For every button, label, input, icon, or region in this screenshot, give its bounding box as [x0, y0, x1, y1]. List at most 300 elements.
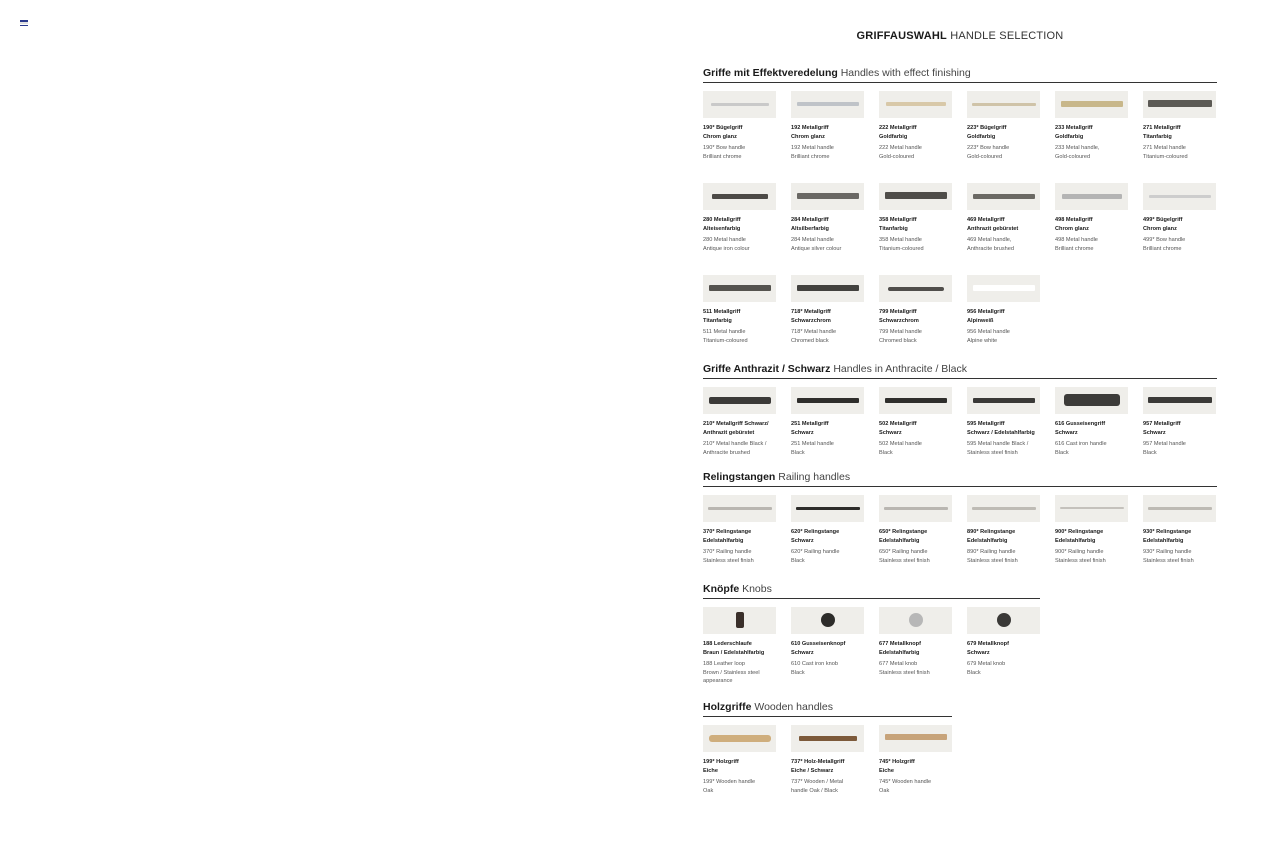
product-code-de: 620* Relingstange: [791, 529, 840, 535]
product-name-en: 192 Metal handle: [791, 145, 834, 151]
product-finish-en: Titanium-coloured: [1143, 153, 1188, 160]
section-title-en: Wooden handles: [754, 701, 833, 713]
product-caption-en: [1055, 144, 1128, 161]
product-caption-de: [879, 528, 952, 545]
handle-image: [884, 507, 948, 510]
handle-image: [972, 103, 1036, 106]
product-finish-en: Brilliant chrome: [791, 153, 830, 160]
product-code-de: 745* Holzgriff: [879, 759, 915, 765]
product-finish-en: Oak: [703, 787, 714, 794]
product-name-en: 358 Metal handle: [879, 237, 922, 243]
product-code-de: 718* Metallgriff: [791, 309, 831, 315]
product-name-en: 190* Bow handle: [703, 145, 746, 151]
product-finish-de: Eiche: [879, 767, 894, 774]
product-finish-de: Schwarzchrom: [791, 317, 831, 324]
product-name-en: 745* Wooden handle: [879, 779, 932, 785]
product-item[interactable]: [791, 183, 864, 269]
handle-image: [1064, 394, 1120, 406]
product-item[interactable]: [703, 91, 776, 177]
handle-image: [997, 613, 1011, 627]
product-item[interactable]: [1143, 387, 1216, 473]
product-caption-en: [791, 440, 864, 457]
section-title-en: Knobs: [742, 583, 772, 595]
product-name-en: 620* Railing handle: [791, 549, 840, 555]
product-caption-de: [967, 640, 1040, 657]
product-name-en: 610 Cast iron knob: [791, 661, 838, 667]
product-thumbnail[interactable]: [879, 91, 952, 118]
product-item[interactable]: [703, 183, 776, 269]
product-caption-en: [879, 548, 952, 565]
product-caption-en: [967, 236, 1040, 253]
product-name-en: 210* Metal handle Black /: [703, 441, 767, 447]
product-finish-en: Stainless steel finish: [967, 449, 1018, 456]
catalog-page: [703, 30, 1217, 811]
product-item[interactable]: [703, 725, 776, 811]
product-finish-en: Brilliant chrome: [1055, 245, 1094, 252]
section-title-de: Holzgriffe: [703, 701, 752, 713]
product-finish-de: Titanfarbig: [703, 317, 732, 324]
product-finish-de: Alteisenfarbig: [703, 225, 741, 232]
product-item[interactable]: [967, 183, 1040, 269]
handle-image: [1148, 507, 1212, 510]
handle-image: [797, 193, 859, 199]
product-item[interactable]: [1055, 495, 1128, 581]
product-thumbnail[interactable]: [1143, 183, 1216, 210]
product-thumbnail[interactable]: [967, 91, 1040, 118]
product-thumbnail[interactable]: [703, 387, 776, 414]
product-caption-de: [967, 216, 1040, 233]
product-caption-de: [967, 308, 1040, 325]
product-finish-de: Braun / Edelstahlfarbig: [703, 649, 765, 656]
product-item[interactable]: [1143, 183, 1216, 269]
product-caption-de: [703, 528, 776, 545]
product-thumbnail[interactable]: [703, 495, 776, 522]
product-caption-en: [1143, 236, 1216, 253]
product-caption-en: [879, 236, 952, 253]
section: [703, 583, 1217, 693]
product-item[interactable]: [703, 275, 776, 361]
product-finish-en: Gold-coloured: [1055, 153, 1091, 160]
product-name-en: 957 Metal handle: [1143, 441, 1186, 447]
product-finish-en: Titanium-coloured: [879, 245, 924, 252]
product-caption-en: [703, 328, 776, 345]
product-caption-de: [879, 758, 952, 775]
product-name-en: 498 Metal handle: [1055, 237, 1098, 243]
product-caption-en: [879, 440, 952, 457]
product-finish-en: Black: [791, 669, 805, 676]
product-finish-de: Goldfarbig: [1055, 133, 1084, 140]
product-thumbnail[interactable]: [967, 183, 1040, 210]
page-title-de: GRIFFAUSWAHL: [856, 30, 947, 42]
product-thumbnail[interactable]: [703, 183, 776, 210]
product-finish-de: Edelstahlfarbig: [879, 649, 920, 656]
product-finish-de: Schwarzchrom: [879, 317, 919, 324]
product-finish-de: Edelstahlfarbig: [967, 537, 1008, 544]
product-thumbnail[interactable]: [967, 607, 1040, 634]
product-finish-de: Chrom glanz: [703, 133, 737, 140]
page-title-en: HANDLE SELECTION: [950, 30, 1064, 42]
product-finish-en: Stainless steel finish: [703, 557, 754, 564]
product-caption-en: [879, 144, 952, 161]
handle-image: [712, 194, 768, 199]
product-finish-de: Goldfarbig: [879, 133, 908, 140]
product-finish-de: Eiche / Schwarz: [791, 767, 834, 774]
handle-image: [973, 398, 1035, 403]
product-name-en: 223* Bow handle: [967, 145, 1010, 151]
product-caption-de: [1055, 528, 1128, 545]
product-name-en: 370* Railing handle: [703, 549, 752, 555]
product-item[interactable]: [1143, 495, 1216, 581]
product-grid: [703, 495, 1217, 581]
product-finish-en: Black: [967, 669, 981, 676]
product-name-en: 900* Railing handle: [1055, 549, 1104, 555]
product-caption-de: [791, 420, 864, 437]
product-caption-en: [791, 548, 864, 565]
product-code-de: 284 Metallgriff: [791, 217, 829, 223]
product-finish-en: Brown / Stainless steel appearance: [703, 669, 760, 684]
product-thumbnail[interactable]: [1143, 91, 1216, 118]
section-heading: [703, 67, 1217, 83]
product-thumbnail[interactable]: [791, 275, 864, 302]
product-name-en: 251 Metal handle: [791, 441, 834, 447]
page-title: [703, 30, 1217, 46]
handle-image: [972, 507, 1036, 510]
handle-image: [885, 734, 947, 740]
product-caption-en: [879, 778, 952, 795]
product-finish-de: Schwarz: [879, 429, 902, 436]
handle-image: [973, 194, 1035, 199]
handle-image: [888, 287, 944, 291]
product-code-de: 610 Gusseisenknopf: [791, 641, 846, 647]
product-grid: [703, 91, 1217, 361]
product-finish-en: Antique iron colour: [703, 245, 750, 252]
product-finish-en: Gold-coloured: [967, 153, 1003, 160]
section: [703, 363, 1217, 473]
product-thumbnail[interactable]: [703, 725, 776, 752]
product-finish-de: Alpinweiß: [967, 317, 994, 324]
handle-image: [1148, 397, 1212, 403]
product-thumbnail[interactable]: [703, 91, 776, 118]
product-caption-de: [879, 420, 952, 437]
section: [703, 67, 1217, 361]
product-name-en: 595 Metal handle Black /: [967, 441, 1029, 447]
product-caption-en: [791, 778, 864, 795]
product-caption-de: [1143, 124, 1216, 141]
product-code-de: 192 Metallgriff: [791, 125, 829, 131]
product-code-de: 251 Metallgriff: [791, 421, 829, 427]
section-title-en: Railing handles: [778, 471, 851, 483]
product-caption-en: [1055, 236, 1128, 253]
handle-image: [709, 735, 771, 742]
handle-image: [973, 285, 1035, 291]
product-item[interactable]: [791, 91, 864, 177]
product-caption-en: [791, 236, 864, 253]
handle-image: [797, 285, 859, 291]
handle-image: [709, 397, 771, 404]
product-caption-de: [1055, 420, 1128, 437]
product-finish-en: Brilliant chrome: [703, 153, 742, 160]
handle-image: [1149, 195, 1211, 198]
product-finish-de: Titanfarbig: [879, 225, 908, 232]
product-code-de: 595 Metallgriff: [967, 421, 1005, 427]
product-caption-en: [1055, 548, 1128, 565]
sections-container: [703, 67, 1217, 811]
product-caption-en: [967, 328, 1040, 345]
product-thumbnail[interactable]: [791, 91, 864, 118]
product-finish-en: Black: [1143, 449, 1157, 456]
product-code-de: 233 Metallgriff: [1055, 125, 1093, 131]
handle-image: [885, 398, 947, 403]
section-heading: [703, 583, 1040, 599]
product-caption-de: [879, 124, 952, 141]
product-finish-de: Anthrazit gebürstet: [967, 225, 1019, 232]
product-finish-en: Stainless steel finish: [967, 557, 1018, 564]
product-thumbnail[interactable]: [791, 607, 864, 634]
product-item[interactable]: [967, 387, 1040, 473]
product-code-de: 930* Relingstange: [1143, 529, 1192, 535]
product-thumbnail[interactable]: [879, 183, 952, 210]
product-caption-en: [703, 778, 776, 795]
product-caption-en: [1143, 440, 1216, 457]
product-caption-de: [967, 528, 1040, 545]
product-finish-de: Schwarz: [1055, 429, 1078, 436]
product-thumbnail[interactable]: [1055, 387, 1128, 414]
product-name-en: 737* Wooden / Metal: [791, 779, 844, 785]
handle-image: [796, 507, 860, 510]
product-grid: [703, 387, 1217, 473]
section-heading: [703, 701, 952, 717]
product-item[interactable]: [791, 607, 864, 693]
product-name-en: 799 Metal handle: [879, 329, 922, 335]
product-thumbnail[interactable]: [791, 387, 864, 414]
product-code-de: 222 Metallgriff: [879, 125, 917, 131]
product-thumbnail[interactable]: [703, 607, 776, 634]
product-caption-de: [1143, 528, 1216, 545]
section-heading: [703, 471, 1217, 487]
product-thumbnail[interactable]: [879, 725, 952, 752]
product-caption-de: [1143, 216, 1216, 233]
product-thumbnail[interactable]: [791, 183, 864, 210]
product-thumbnail[interactable]: [967, 275, 1040, 302]
product-finish-en: Stainless steel finish: [879, 557, 930, 564]
product-caption-de: [703, 640, 776, 657]
product-item[interactable]: [967, 495, 1040, 581]
product-item[interactable]: [879, 387, 952, 473]
product-caption-de: [703, 216, 776, 233]
product-item[interactable]: [879, 275, 952, 361]
product-caption-en: [791, 328, 864, 345]
product-name-en: 679 Metal knob: [967, 661, 1006, 667]
product-item[interactable]: [1055, 91, 1128, 177]
product-thumbnail[interactable]: [1055, 495, 1128, 522]
product-item[interactable]: [879, 495, 952, 581]
product-caption-en: [1143, 548, 1216, 565]
product-thumbnail[interactable]: [879, 275, 952, 302]
handle-image: [711, 103, 769, 106]
product-finish-de: Edelstahlfarbig: [879, 537, 920, 544]
handle-image: [909, 613, 923, 627]
product-thumbnail[interactable]: [879, 607, 952, 634]
product-thumbnail[interactable]: [1143, 495, 1216, 522]
product-caption-en: [967, 440, 1040, 457]
product-caption-en: [703, 440, 776, 457]
product-thumbnail[interactable]: [791, 495, 864, 522]
product-item[interactable]: [967, 607, 1040, 693]
product-caption-de: [703, 308, 776, 325]
section-title-en: Handles with effect finishing: [840, 67, 971, 79]
product-caption-de: [791, 640, 864, 657]
product-thumbnail[interactable]: [967, 495, 1040, 522]
product-thumbnail[interactable]: [967, 387, 1040, 414]
product-code-de: 956 Metallgriff: [967, 309, 1005, 315]
product-finish-de: Schwarz: [791, 429, 814, 436]
product-caption-de: [791, 216, 864, 233]
product-name-en: 499* Bow handle: [1143, 237, 1186, 243]
product-finish-en: Antique silver colour: [791, 245, 842, 252]
product-item[interactable]: [791, 387, 864, 473]
product-name-en: 199* Wooden handle: [703, 779, 756, 785]
product-finish-en: Black: [1055, 449, 1069, 456]
product-code-de: 799 Metallgriff: [879, 309, 917, 315]
product-finish-de: Schwarz: [791, 537, 814, 544]
product-code-de: 223* Bügelgriff: [967, 125, 1007, 131]
product-finish-en: Chromed black: [791, 337, 829, 344]
language-flag-icon[interactable]: [20, 20, 28, 27]
product-name-en: 650* Railing handle: [879, 549, 928, 555]
product-code-de: 280 Metallgriff: [703, 217, 741, 223]
product-caption-de: [879, 308, 952, 325]
product-item[interactable]: [1055, 387, 1128, 473]
product-code-de: 498 Metallgriff: [1055, 217, 1093, 223]
product-name-en: 222 Metal handle: [879, 145, 922, 151]
section-heading: [703, 363, 1217, 379]
product-thumbnail[interactable]: [879, 495, 952, 522]
product-code-de: 957 Metallgriff: [1143, 421, 1181, 427]
product-finish-de: Eiche: [703, 767, 718, 774]
handle-image: [797, 102, 859, 106]
product-thumbnail[interactable]: [1055, 91, 1128, 118]
product-item[interactable]: [791, 495, 864, 581]
product-item[interactable]: [879, 607, 952, 693]
product-finish-de: Edelstahlfarbig: [1055, 537, 1096, 544]
product-caption-en: [703, 548, 776, 565]
handle-image: [799, 736, 857, 741]
handle-image: [1148, 100, 1212, 107]
product-name-en: 616 Cast iron handle: [1055, 441, 1107, 447]
product-caption-de: [879, 640, 952, 657]
product-code-de: 499* Bügelgriff: [1143, 217, 1183, 223]
product-caption-de: [791, 308, 864, 325]
product-name-en: 956 Metal handle: [967, 329, 1010, 335]
product-thumbnail[interactable]: [1143, 387, 1216, 414]
product-finish-en: Gold-coloured: [879, 153, 915, 160]
product-thumbnail[interactable]: [1055, 183, 1128, 210]
product-finish-en: Anthracite brushed: [703, 449, 750, 456]
product-item[interactable]: [879, 183, 952, 269]
product-item[interactable]: [791, 275, 864, 361]
product-caption-en: [967, 660, 1040, 677]
product-code-de: 358 Metallgriff: [879, 217, 917, 223]
product-finish-de: Titanfarbig: [1143, 133, 1172, 140]
handle-image: [1062, 194, 1122, 199]
product-code-de: 469 Metallgriff: [967, 217, 1005, 223]
product-caption-en: [703, 144, 776, 161]
product-name-en: 930* Railing handle: [1143, 549, 1192, 555]
product-finish-de: Chrom glanz: [1055, 225, 1089, 232]
product-caption-de: [1055, 216, 1128, 233]
product-caption-de: [967, 420, 1040, 437]
handle-image: [886, 102, 946, 106]
product-finish-de: Goldfarbig: [967, 133, 996, 140]
product-code-de: 502 Metallgriff: [879, 421, 917, 427]
product-code-de: 210* Metallgriff Schwarz/: [703, 421, 769, 427]
product-code-de: 650* Relingstange: [879, 529, 928, 535]
product-item[interactable]: [791, 725, 864, 811]
product-grid: [703, 725, 1217, 811]
product-name-en: 677 Metal knob: [879, 661, 918, 667]
product-thumbnail[interactable]: [791, 725, 864, 752]
product-item[interactable]: [967, 275, 1040, 361]
product-caption-en: [1055, 440, 1128, 457]
product-item[interactable]: [1143, 91, 1216, 177]
product-name-en: 233 Metal handle,: [1055, 145, 1100, 151]
product-code-de: 199* Holzgriff: [703, 759, 739, 765]
product-item[interactable]: [879, 725, 952, 811]
section-title-de: Relingstangen: [703, 471, 776, 483]
product-caption-en: [1143, 144, 1216, 161]
product-item[interactable]: [879, 91, 952, 177]
product-caption-de: [879, 216, 952, 233]
product-grid: [703, 607, 1217, 693]
product-item[interactable]: [703, 495, 776, 581]
product-finish-de: Edelstahlfarbig: [1143, 537, 1184, 544]
product-caption-de: [703, 758, 776, 775]
section-title-de: Knöpfe: [703, 583, 740, 595]
product-finish-en: Oak: [879, 787, 890, 794]
section-title-de: Griffe mit Effektveredelung: [703, 67, 838, 79]
product-caption-de: [791, 528, 864, 545]
product-code-de: 188 Lederschlaufe: [703, 641, 752, 647]
product-finish-en: Black: [879, 449, 893, 456]
product-finish-en: Black: [791, 449, 805, 456]
product-caption-de: [791, 124, 864, 141]
product-thumbnail[interactable]: [703, 275, 776, 302]
product-finish-de: Schwarz: [1143, 429, 1166, 436]
product-thumbnail[interactable]: [879, 387, 952, 414]
handle-image: [708, 507, 772, 510]
product-item[interactable]: [703, 387, 776, 473]
product-code-de: 511 Metallgriff: [703, 309, 741, 315]
section: [703, 471, 1217, 581]
product-caption-en: [967, 548, 1040, 565]
product-item[interactable]: [967, 91, 1040, 177]
product-caption-de: [703, 420, 776, 437]
product-name-en: 469 Metal handle,: [967, 237, 1012, 243]
product-code-de: 190* Bügelgriff: [703, 125, 743, 131]
product-item[interactable]: [703, 607, 776, 693]
product-finish-de: Anthrazit gebürstet: [703, 429, 755, 436]
product-finish-en: Alpine white: [967, 337, 998, 344]
handle-image: [1061, 101, 1123, 107]
product-code-de: 737* Holz-Metallgriff: [791, 759, 845, 765]
product-code-de: 679 Metallknopf: [967, 641, 1009, 647]
product-item[interactable]: [1055, 183, 1128, 269]
product-name-en: 502 Metal handle: [879, 441, 922, 447]
product-caption-en: [967, 144, 1040, 161]
product-name-en: 718* Metal handle: [791, 329, 837, 335]
product-caption-de: [1055, 124, 1128, 141]
product-finish-en: Black: [791, 557, 805, 564]
